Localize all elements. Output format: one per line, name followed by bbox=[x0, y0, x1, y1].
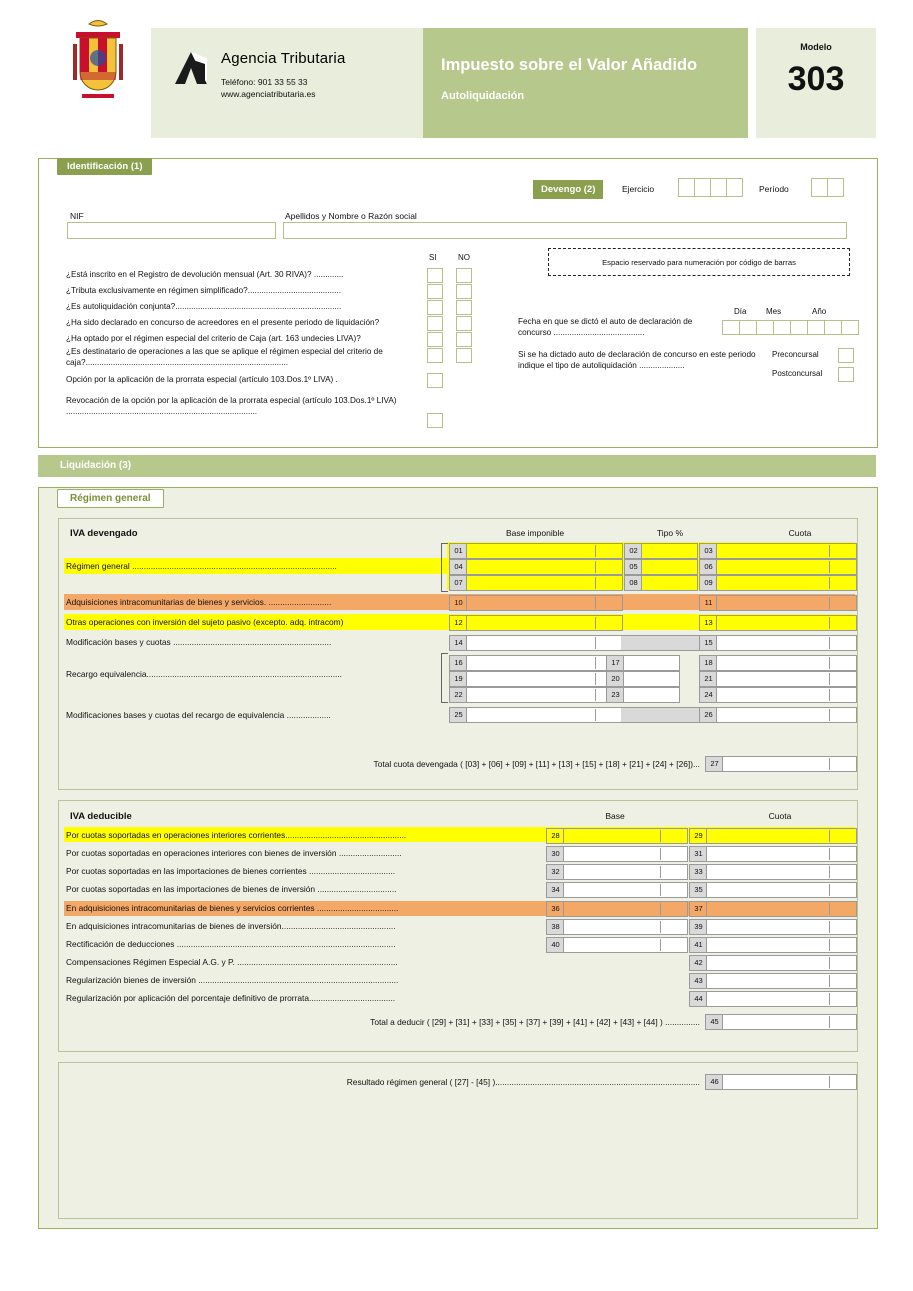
identificacion-section-title: Identificación (1) bbox=[57, 158, 152, 175]
total-a-deducir-label: Total a deducir ( [29] + [31] + [33] + [35] + [37] + [39] + [41] + [42] + [43] + [44] ) ............... bbox=[370, 1017, 700, 1027]
row-label-regularizacion-bienes-inversion: Regularización bienes de inversión ...................................................................................... bbox=[66, 975, 399, 985]
col-base-imponible: Base imponible bbox=[505, 528, 565, 538]
question-1-no-checkbox[interactable] bbox=[456, 284, 472, 299]
tipo-auto-label: Si se ha dictado auto de declaración de concurso en este periodo indique el tipo de autoliquidación .................... bbox=[518, 350, 756, 370]
form-title: Impuesto sobre el Valor Añadido bbox=[441, 56, 698, 74]
question-5: ¿Es destinatario de operaciones a las que se aplique el régimen especial del criterio de caja?......................................................................................... bbox=[66, 347, 383, 367]
box-code-37: 37 bbox=[689, 901, 708, 917]
field-14[interactable] bbox=[466, 635, 623, 651]
question-0-si-checkbox[interactable] bbox=[427, 268, 443, 283]
box-code-33: 33 bbox=[689, 864, 708, 880]
field-05[interactable] bbox=[641, 559, 698, 575]
periodo-input[interactable] bbox=[811, 178, 844, 197]
box-code-11: 11 bbox=[699, 595, 718, 611]
box-code-12: 12 bbox=[449, 615, 468, 631]
box-code-43: 43 bbox=[689, 973, 708, 989]
agencia-tributaria-logo-icon bbox=[171, 50, 213, 88]
box-code-09: 09 bbox=[699, 575, 718, 591]
dia-label: Día bbox=[734, 307, 747, 316]
field-28[interactable] bbox=[563, 828, 688, 844]
field-04[interactable] bbox=[466, 559, 623, 575]
barcode-reserved-text: Espacio reservado para numeración por código de barras bbox=[602, 257, 796, 267]
row-label-intracom-corrientes: En adquisiciones intracomunitarias de bienes y servicios corrientes ................................... bbox=[66, 903, 399, 913]
row-label-rectificacion-deducciones: Rectificación de deducciones .............................................................................................. bbox=[66, 939, 396, 949]
periodo-label: Período bbox=[759, 184, 789, 194]
fecha-auto-label: Fecha en que se dictó el auto de declaración de concurso ........................................ bbox=[518, 317, 693, 337]
field-02[interactable] bbox=[641, 543, 698, 559]
agency-name: Agencia Tributaria bbox=[221, 50, 346, 67]
box-code-38: 38 bbox=[546, 919, 565, 935]
resultado-regimen-general-label: Resultado régimen general ( [27] - [45] )........................................................................................ bbox=[346, 1077, 700, 1087]
field-44[interactable] bbox=[706, 991, 857, 1007]
field-25-blocked bbox=[621, 707, 700, 723]
regimen-general-title: Régimen general bbox=[57, 489, 164, 508]
field-06[interactable] bbox=[716, 559, 857, 575]
box-code-25: 25 bbox=[449, 707, 468, 723]
box-code-17: 17 bbox=[606, 655, 625, 671]
total-cuota-devengada-label: Total cuota devengada ( [03] + [06] + [09] + [11] + [13] + [15] + [18] + [21] + [24] + [26])... bbox=[373, 759, 700, 769]
field-23[interactable] bbox=[623, 687, 680, 703]
mes-label: Mes bbox=[766, 307, 782, 316]
field-41[interactable] bbox=[706, 937, 857, 953]
row-label-importaciones-inversion: Por cuotas soportadas en las importaciones de bienes de inversión .................................. bbox=[66, 884, 397, 894]
row-label-inversion-sujeto-pasivo: Otras operaciones con inversión del sujeto pasivo (excepto. adq. intracom) bbox=[66, 617, 344, 627]
box-code-13: 13 bbox=[699, 615, 718, 631]
question-7: Revocación de la opción por la aplicación de la prorrata especial (artículo 103.Dos.1º LIVA) .................................................................................... bbox=[66, 396, 397, 416]
barcode-reserved-area bbox=[548, 248, 850, 276]
field-36[interactable] bbox=[563, 901, 688, 917]
agency-phone bbox=[221, 76, 316, 100]
question-4-si-checkbox[interactable] bbox=[427, 332, 443, 347]
liquidacion-band-title: Liquidación (3) bbox=[60, 460, 132, 471]
field-14-blocked bbox=[621, 635, 700, 651]
box-code-34: 34 bbox=[546, 882, 565, 898]
no-column-label: NO bbox=[458, 253, 470, 262]
field-45[interactable] bbox=[722, 1014, 857, 1030]
agency-website-text: www.agenciatributaria.es bbox=[221, 89, 316, 99]
field-46[interactable] bbox=[722, 1074, 857, 1090]
nif-label: NIF bbox=[70, 211, 84, 221]
box-code-02: 02 bbox=[624, 543, 643, 559]
question-5-si-checkbox[interactable] bbox=[427, 348, 443, 363]
agency-info-box bbox=[151, 28, 428, 138]
field-03[interactable] bbox=[716, 543, 857, 559]
row-label-regularizacion-prorrata: Regularización por aplicación del porcentaje definitivo de prorrata..................................... bbox=[66, 993, 396, 1003]
spain-coat-of-arms-icon bbox=[68, 18, 128, 118]
box-code-18: 18 bbox=[699, 655, 718, 671]
field-32[interactable] bbox=[563, 864, 688, 880]
field-08[interactable] bbox=[641, 575, 698, 591]
box-code-15: 15 bbox=[699, 635, 718, 651]
row-label-importaciones-corrientes: Por cuotas soportadas en las importaciones de bienes corrientes ..................................... bbox=[66, 866, 396, 876]
nif-input[interactable] bbox=[67, 222, 276, 239]
box-code-08: 08 bbox=[624, 575, 643, 591]
field-19[interactable] bbox=[466, 671, 623, 687]
field-01[interactable] bbox=[466, 543, 623, 559]
form-subtitle: Autoliquidación bbox=[441, 90, 525, 102]
document-header bbox=[38, 18, 876, 128]
fecha-auto-input[interactable] bbox=[722, 320, 859, 335]
box-code-16: 16 bbox=[449, 655, 468, 671]
field-24[interactable] bbox=[716, 687, 857, 703]
question-7-checkbox[interactable] bbox=[427, 413, 443, 428]
field-26[interactable] bbox=[716, 707, 857, 723]
col-base: Base bbox=[605, 811, 625, 821]
liquidacion-band bbox=[38, 455, 876, 477]
question-1: ¿Tributa exclusivamente en régimen simplificado?......................................... bbox=[66, 286, 341, 295]
field-39[interactable] bbox=[706, 919, 857, 935]
agency-phone-text: Teléfono: 901 33 55 33 bbox=[221, 77, 308, 87]
modelo-box bbox=[756, 28, 876, 138]
field-40[interactable] bbox=[563, 937, 688, 953]
box-code-46: 46 bbox=[705, 1074, 724, 1090]
row-label-intracom-inversion: En adquisiciones intracomunitarias de bienes de inversión................................................. bbox=[66, 921, 396, 931]
field-15[interactable] bbox=[716, 635, 857, 651]
box-code-26: 26 bbox=[699, 707, 718, 723]
box-code-28: 28 bbox=[546, 828, 565, 844]
box-code-40: 40 bbox=[546, 937, 565, 953]
devengo-tag: Devengo (2) bbox=[533, 180, 603, 199]
question-2: ¿Es autoliquidación conjunta?......................................................................... bbox=[66, 302, 342, 311]
box-code-10: 10 bbox=[449, 595, 468, 611]
question-4: ¿Ha optado por el régimen especial del criterio de Caja (art. 163 undecies LIVA)? bbox=[66, 334, 361, 343]
col-tipo-pct: Tipo % bbox=[656, 528, 684, 538]
row-label-compensaciones-agp: Compensaciones Régimen Especial A.G. y P. ..................................................................... bbox=[66, 957, 398, 967]
field-21[interactable] bbox=[716, 671, 857, 687]
field-42[interactable] bbox=[706, 955, 857, 971]
field-09[interactable] bbox=[716, 575, 857, 591]
box-code-19: 19 bbox=[449, 671, 468, 687]
box-code-27: 27 bbox=[705, 756, 724, 772]
question-6-checkbox[interactable] bbox=[427, 373, 443, 388]
box-code-42: 42 bbox=[689, 955, 708, 971]
box-code-32: 32 bbox=[546, 864, 565, 880]
row-label-cuotas-interiores-corrientes: Por cuotas soportadas en operaciones interiores corrientes.................................................... bbox=[66, 830, 407, 840]
field-16[interactable] bbox=[466, 655, 623, 671]
field-10[interactable] bbox=[466, 595, 623, 611]
si-column-label: SI bbox=[429, 253, 437, 262]
question-0: ¿Está inscrito en el Registro de devolución mensual (Art. 30 RIVA)? ............. bbox=[66, 270, 344, 279]
field-30[interactable] bbox=[563, 846, 688, 862]
question-2-si-checkbox[interactable] bbox=[427, 300, 443, 315]
question-6: Opción por la aplicación de la prorrata especial (artículo 103.Dos.1º LIVA) . bbox=[66, 375, 338, 384]
field-29[interactable] bbox=[706, 828, 857, 844]
col-cuota: Cuota bbox=[788, 528, 812, 538]
field-07[interactable] bbox=[466, 575, 623, 591]
iva-devengado-heading: IVA devengado bbox=[70, 528, 138, 539]
field-31[interactable] bbox=[706, 846, 857, 862]
box-code-41: 41 bbox=[689, 937, 708, 953]
box-code-31: 31 bbox=[689, 846, 708, 862]
field-35[interactable] bbox=[706, 882, 857, 898]
field-12[interactable] bbox=[466, 615, 623, 631]
field-27[interactable] bbox=[722, 756, 857, 772]
box-code-22: 22 bbox=[449, 687, 468, 703]
field-13[interactable] bbox=[716, 615, 857, 631]
row-label-regimen-general: Régimen general ........................................................................................ bbox=[66, 561, 337, 571]
name-input[interactable] bbox=[283, 222, 847, 239]
name-label: Apellidos y Nombre o Razón social bbox=[285, 211, 417, 221]
box-code-23: 23 bbox=[606, 687, 625, 703]
box-code-14: 14 bbox=[449, 635, 468, 651]
box-code-03: 03 bbox=[699, 543, 718, 559]
field-17[interactable] bbox=[623, 655, 680, 671]
modelo-number: 303 bbox=[787, 60, 845, 98]
box-code-44: 44 bbox=[689, 991, 708, 1007]
question-0-no-checkbox[interactable] bbox=[456, 268, 472, 283]
iva-deducible-heading: IVA deducible bbox=[70, 811, 132, 822]
box-code-20: 20 bbox=[606, 671, 625, 687]
brace-recargo bbox=[441, 653, 448, 703]
ejercicio-label: Ejercicio bbox=[622, 184, 655, 194]
preconcursal-checkbox[interactable] bbox=[838, 348, 854, 363]
modelo-label: Modelo bbox=[800, 42, 832, 52]
box-code-07: 07 bbox=[449, 575, 468, 591]
ejercicio-input[interactable] bbox=[678, 178, 743, 197]
box-code-05: 05 bbox=[624, 559, 643, 575]
field-38[interactable] bbox=[563, 919, 688, 935]
field-25[interactable] bbox=[466, 707, 623, 723]
question-3-si-checkbox[interactable] bbox=[427, 316, 443, 331]
box-code-06: 06 bbox=[699, 559, 718, 575]
postconcursal-label: Postconcursal bbox=[772, 369, 823, 378]
field-43[interactable] bbox=[706, 973, 857, 989]
box-code-01: 01 bbox=[449, 543, 468, 559]
box-code-30: 30 bbox=[546, 846, 565, 862]
question-4-no-checkbox[interactable] bbox=[456, 332, 472, 347]
postconcursal-checkbox[interactable] bbox=[838, 367, 854, 382]
box-code-36: 36 bbox=[546, 901, 565, 917]
col-cuota-deducible: Cuota bbox=[768, 811, 792, 821]
box-code-21: 21 bbox=[699, 671, 718, 687]
field-20[interactable] bbox=[623, 671, 680, 687]
field-22[interactable] bbox=[466, 687, 623, 703]
field-34[interactable] bbox=[563, 882, 688, 898]
row-label-adq-intracom: Adquisiciones intracomunitarias de bienes y servicios. ........................... bbox=[66, 597, 332, 607]
anio-label: Año bbox=[812, 307, 827, 316]
box-code-24: 24 bbox=[699, 687, 718, 703]
box-code-29: 29 bbox=[689, 828, 708, 844]
row-label-recargo-equivalencia: Recargo equivalencia.................................................................................... bbox=[66, 669, 342, 679]
question-2-no-checkbox[interactable] bbox=[456, 300, 472, 315]
box-code-04: 04 bbox=[449, 559, 468, 575]
box-code-39: 39 bbox=[689, 919, 708, 935]
row-label-modificacion-bases: Modificación bases y cuotas .................................................................... bbox=[66, 637, 332, 647]
field-33[interactable] bbox=[706, 864, 857, 880]
form-title-box bbox=[423, 28, 748, 138]
question-5-no-checkbox[interactable] bbox=[456, 348, 472, 363]
question-3: ¿Ha sido declarado en concurso de acreedores en el presente periodo de liquidación? bbox=[66, 318, 380, 327]
row-label-modif-recargo: Modificaciones bases y cuotas del recargo de equivalencia ................... bbox=[66, 710, 331, 720]
row-label-interiores-inversion: Por cuotas soportadas en operaciones interiores con bienes de inversión ........................... bbox=[66, 848, 402, 858]
box-code-45: 45 bbox=[705, 1014, 724, 1030]
preconcursal-label: Preconcursal bbox=[772, 350, 819, 359]
question-3-no-checkbox[interactable] bbox=[456, 316, 472, 331]
field-37[interactable] bbox=[706, 901, 857, 917]
brace-regimen-general bbox=[441, 543, 448, 592]
field-11[interactable] bbox=[716, 595, 857, 611]
box-code-35: 35 bbox=[689, 882, 708, 898]
field-18[interactable] bbox=[716, 655, 857, 671]
question-1-si-checkbox[interactable] bbox=[427, 284, 443, 299]
